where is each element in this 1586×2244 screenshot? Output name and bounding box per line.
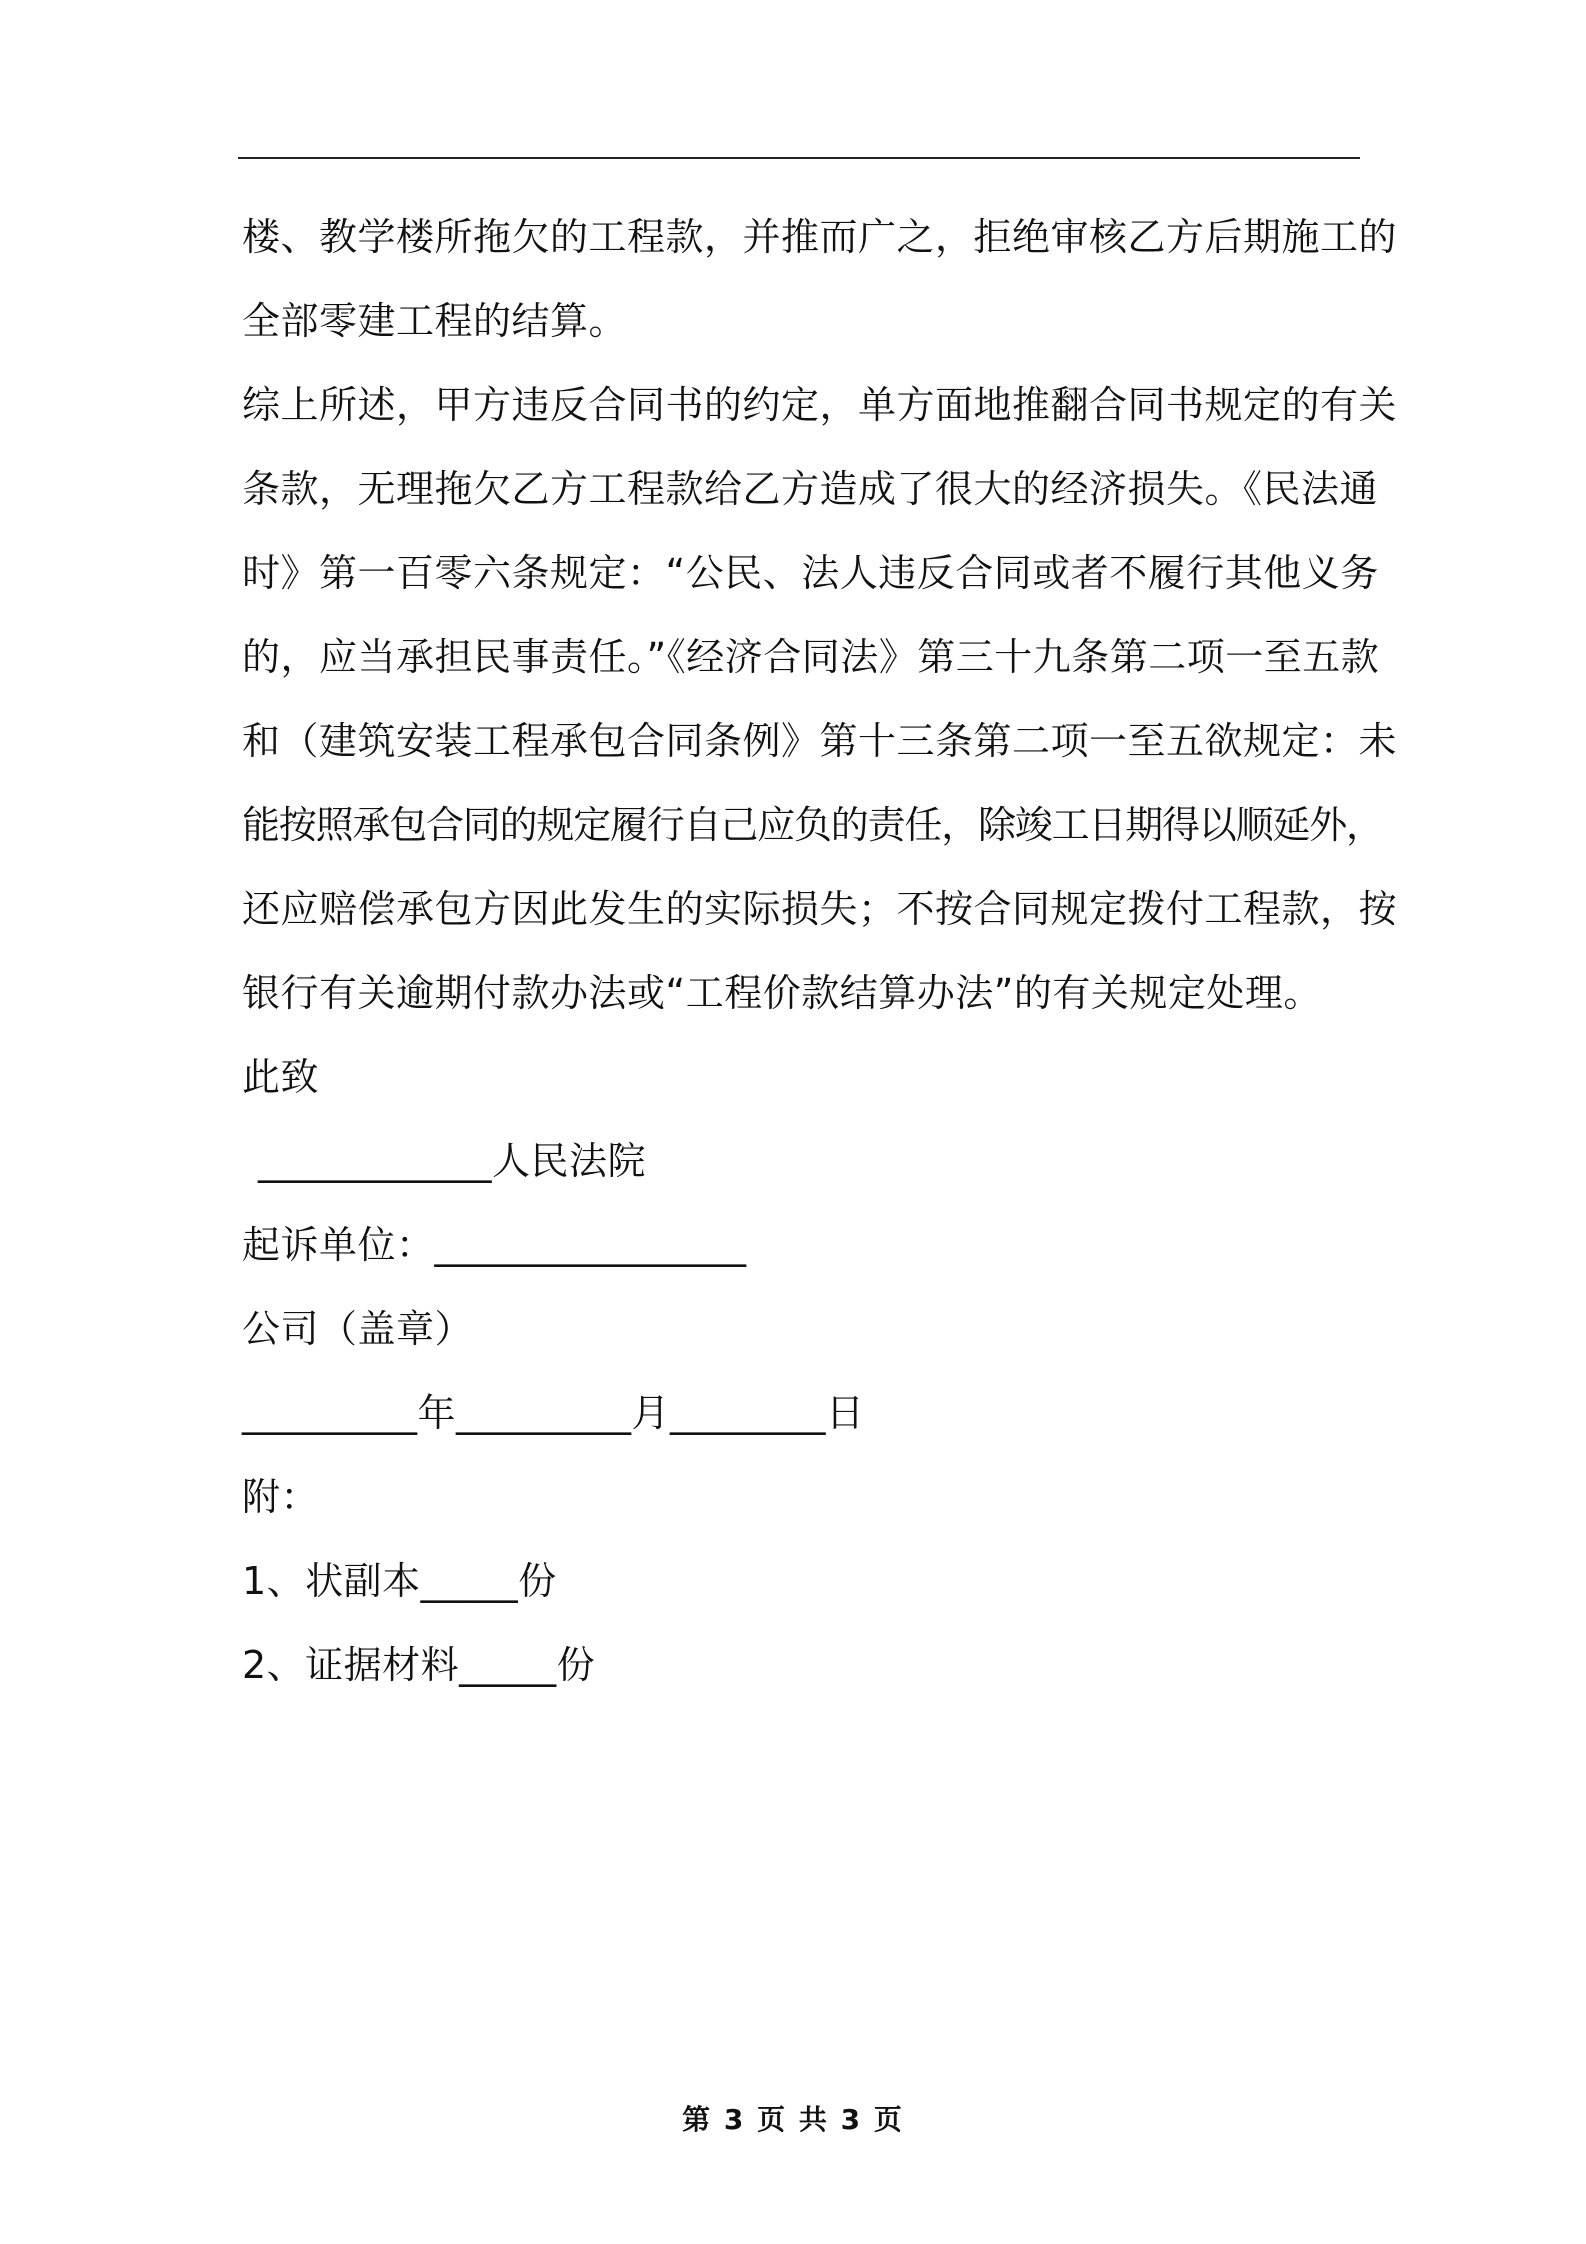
body-line-6: 的，应当承担民事责任。”《经济合同法》第三十九条第二项一至五款	[242, 635, 1380, 679]
salutation: 此致	[242, 1055, 320, 1099]
body-line-1: 楼、教学楼所拖欠的工程款，并推而广之，拒绝审核乙方后期施工的	[242, 215, 1398, 259]
body-line-8: 能按照承包合同的规定履行自己应负的责任，除竣工日期得以顺延外，	[242, 803, 1383, 847]
attachment-heading: 附：	[242, 1475, 320, 1519]
page-number: 第 3 页 共 3 页	[682, 2103, 904, 2136]
body-line-7: 和（建筑安装工程承包合同条例》第十三条第二项一至五欲规定：未	[242, 719, 1398, 763]
body-line-10: 银行有关逾期付款办法或“工程价款结算办法”的有关规定处理。	[242, 971, 1322, 1015]
attachment-item-2: 2、证据材料_____份	[242, 1643, 596, 1687]
company-seal-line: 公司（盖章）	[242, 1307, 474, 1351]
date-line: _________年_________月________日	[242, 1391, 865, 1435]
body-line-3: 综上所述，甲方违反合同书的约定，单方面地推翻合同书规定的有关	[242, 383, 1398, 427]
body-line-4: 条款，无理拖欠乙方工程款给乙方造成了很大的经济损失。《民法通	[242, 467, 1379, 511]
document-body	[242, 195, 1398, 1707]
attachment-item-1: 1、状副本_____份	[242, 1559, 557, 1603]
body-line-2: 全部零建工程的结算。	[242, 299, 628, 343]
court-line: ____________人民法院	[258, 1139, 647, 1183]
plaintiff-line: 起诉单位：________________	[242, 1223, 747, 1267]
body-line-9: 还应赔偿承包方因此发生的实际损失；不按合同规定拨付工程款，按	[242, 887, 1398, 931]
body-line-5: 时》第一百零六条规定：“公民、法人违反合同或者不履行其他义务	[242, 551, 1379, 595]
header-rule	[238, 157, 1360, 159]
